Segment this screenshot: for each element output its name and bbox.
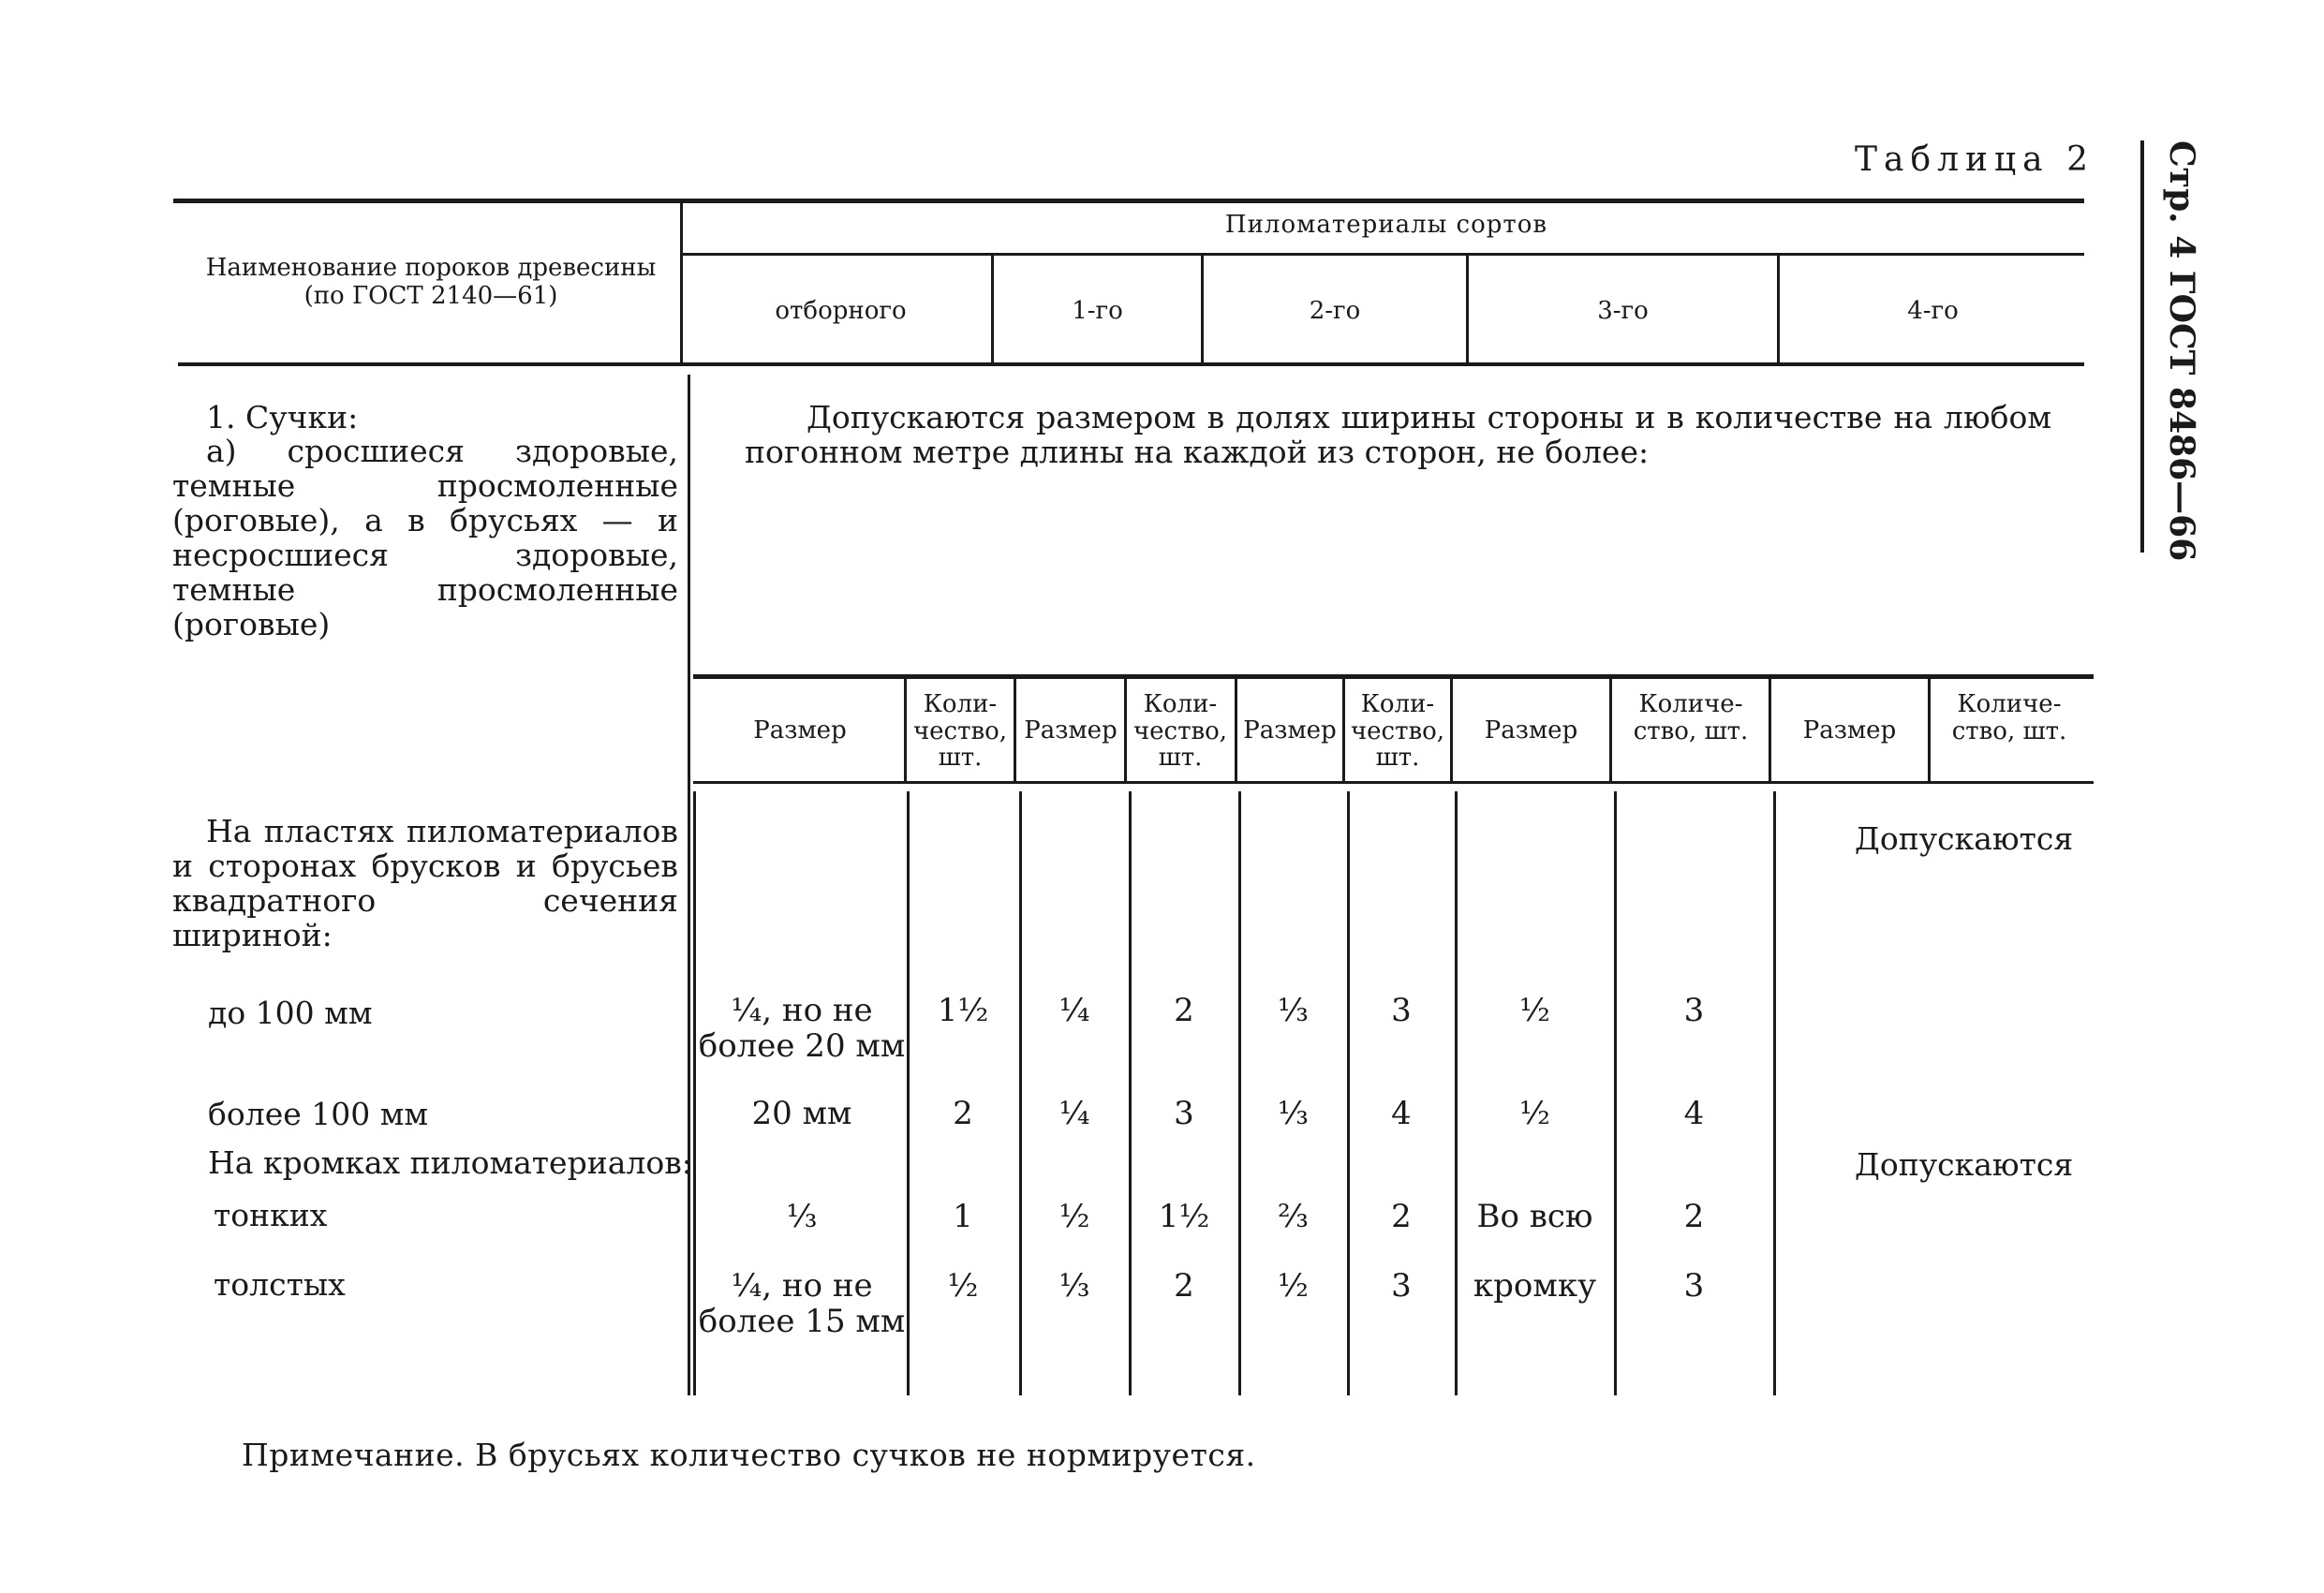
subheader-count-1: Коли-чество, шт. (1132, 690, 1228, 773)
side-header-rule (2140, 140, 2144, 553)
row-label: более 100 мм (208, 1096, 429, 1132)
sub-rule-7 (1609, 679, 1612, 781)
r4-size-1: ⅓ (1058, 1267, 1090, 1305)
table-top-rule (173, 199, 2084, 203)
r1-size-select: ¼, но не более 20 мм (698, 992, 906, 1066)
defect-column-rule-top (680, 201, 683, 362)
r3-size-3: Во всю (1476, 1198, 1593, 1235)
defect-column-rule (688, 375, 690, 1395)
header-bottom-rule (178, 362, 2084, 366)
body-rule-1 (907, 791, 910, 1395)
body-rule-7 (1614, 791, 1617, 1395)
subheader-count-select: Коли-чество, шт. (912, 690, 1008, 773)
r2-size-3: ½ (1519, 1095, 1550, 1132)
body-rule-8 (1773, 791, 1776, 1395)
grade-rule-4 (1777, 256, 1780, 362)
r2-count-2: 4 (1391, 1095, 1412, 1132)
body-rule-0 (693, 791, 696, 1395)
body-rule-3 (1129, 791, 1132, 1395)
faces-grade4-allowed: Допускаются (1855, 820, 2074, 857)
r2-size-2: ⅓ (1278, 1095, 1309, 1132)
r4-count-1: 2 (1174, 1267, 1194, 1305)
side-running-header (2145, 140, 2220, 562)
subheader-count-2: Коли-чество, шт. (1350, 690, 1445, 773)
table-title: Таблица 2 (1855, 140, 2095, 179)
lumber-grades-header: Пиломатериалы сортов (1224, 211, 1548, 239)
r4-size-2: ½ (1278, 1267, 1309, 1305)
allowance-description: Допускаются размером в долях ширины стороны и в количестве на любом погонном метре длины на каждой из сторон, не более: (745, 399, 2051, 470)
grade-header-2: 2-го (1309, 297, 1361, 325)
grade-rule-1 (991, 256, 994, 362)
subheader-size-4: Размер (1802, 716, 1897, 745)
edges-grade4-allowed: Допускаются (1855, 1146, 2074, 1183)
r3-size-select: ⅓ (786, 1198, 818, 1235)
body-rule-4 (1238, 791, 1241, 1395)
body-rule-5 (1347, 791, 1350, 1395)
r1-count-select: 1½ (937, 992, 989, 1029)
grade-rule-2 (1201, 256, 1204, 362)
subheader-bottom-rule (693, 781, 2094, 784)
r1-size-1: ¼ (1058, 992, 1090, 1029)
r4-count-select: ½ (947, 1267, 979, 1305)
r2-count-1: 3 (1174, 1095, 1194, 1132)
table-note: Примечание. В брусьях количество сучков не нормируется. (242, 1437, 1256, 1473)
r3-size-2: ⅔ (1278, 1198, 1309, 1235)
subheader-count-3: Количе-ство, шт. (1633, 690, 1749, 745)
grade-header-1: 1-го (1072, 297, 1123, 325)
row-label: до 100 мм (208, 995, 373, 1031)
r4-count-3: 3 (1683, 1267, 1705, 1305)
grade-header-select: отборного (775, 297, 907, 325)
r1-count-2: 3 (1391, 992, 1412, 1029)
r4-count-2: 3 (1391, 1267, 1412, 1305)
subheader-size-3: Размер (1484, 716, 1578, 745)
r4-size-select: ¼, но не более 15 мм (698, 1267, 906, 1341)
r1-size-2: ⅓ (1278, 992, 1309, 1029)
defect-item-description: а) сросшиеся здоровые, темные просмоленные (роговые), а в брусьях — и несросшиеся здоровые, темные просмоленные (роговые) (172, 433, 678, 642)
defect-column-header: Наименование пороков древесины (по ГОСТ 2140—61) (205, 254, 657, 310)
r2-count-3: 4 (1683, 1095, 1705, 1132)
edges-label: На кромках пиломатериалов: (208, 1144, 692, 1181)
r3-count-3: 2 (1683, 1198, 1705, 1235)
r3-size-1: ½ (1058, 1198, 1090, 1235)
r3-count-select: 1 (953, 1198, 973, 1235)
r2-size-select: 20 мм (751, 1095, 852, 1132)
subheader-count-4: Количе-ство, шт. (1951, 690, 2067, 745)
row-label: тонких (214, 1197, 328, 1233)
body-rule-6 (1455, 791, 1458, 1395)
body-rule-2 (1019, 791, 1022, 1395)
r1-count-3: 3 (1683, 992, 1705, 1029)
grade-header-rule (682, 253, 2084, 256)
subheader-size-2: Размер (1243, 716, 1337, 745)
r2-count-select: 2 (953, 1095, 973, 1132)
subheader-size-1: Размер (1024, 716, 1118, 745)
r2-size-1: ¼ (1058, 1095, 1090, 1132)
r3-count-1: 1½ (1158, 1198, 1210, 1235)
grade-header-4: 4-го (1907, 297, 1959, 325)
r1-count-1: 2 (1174, 992, 1194, 1029)
r1-size-3: ½ (1519, 992, 1550, 1029)
faces-label: На пластях пиломатериалов и сторонах брусков и брусьев квадратного сечения шириной: (172, 813, 678, 953)
r4-size-3: кромку (1473, 1267, 1597, 1305)
grade-rule-3 (1466, 256, 1469, 362)
side-running-header-text: Стр. 4 ГОСТ 8486—66 (2162, 140, 2201, 562)
r3-count-2: 2 (1391, 1198, 1412, 1235)
row-label: толстых (214, 1266, 346, 1303)
subheader-size-select: Размер (753, 716, 847, 745)
grade-header-3: 3-го (1597, 297, 1649, 325)
defect-item-title: 1. Сучки: (206, 399, 359, 435)
